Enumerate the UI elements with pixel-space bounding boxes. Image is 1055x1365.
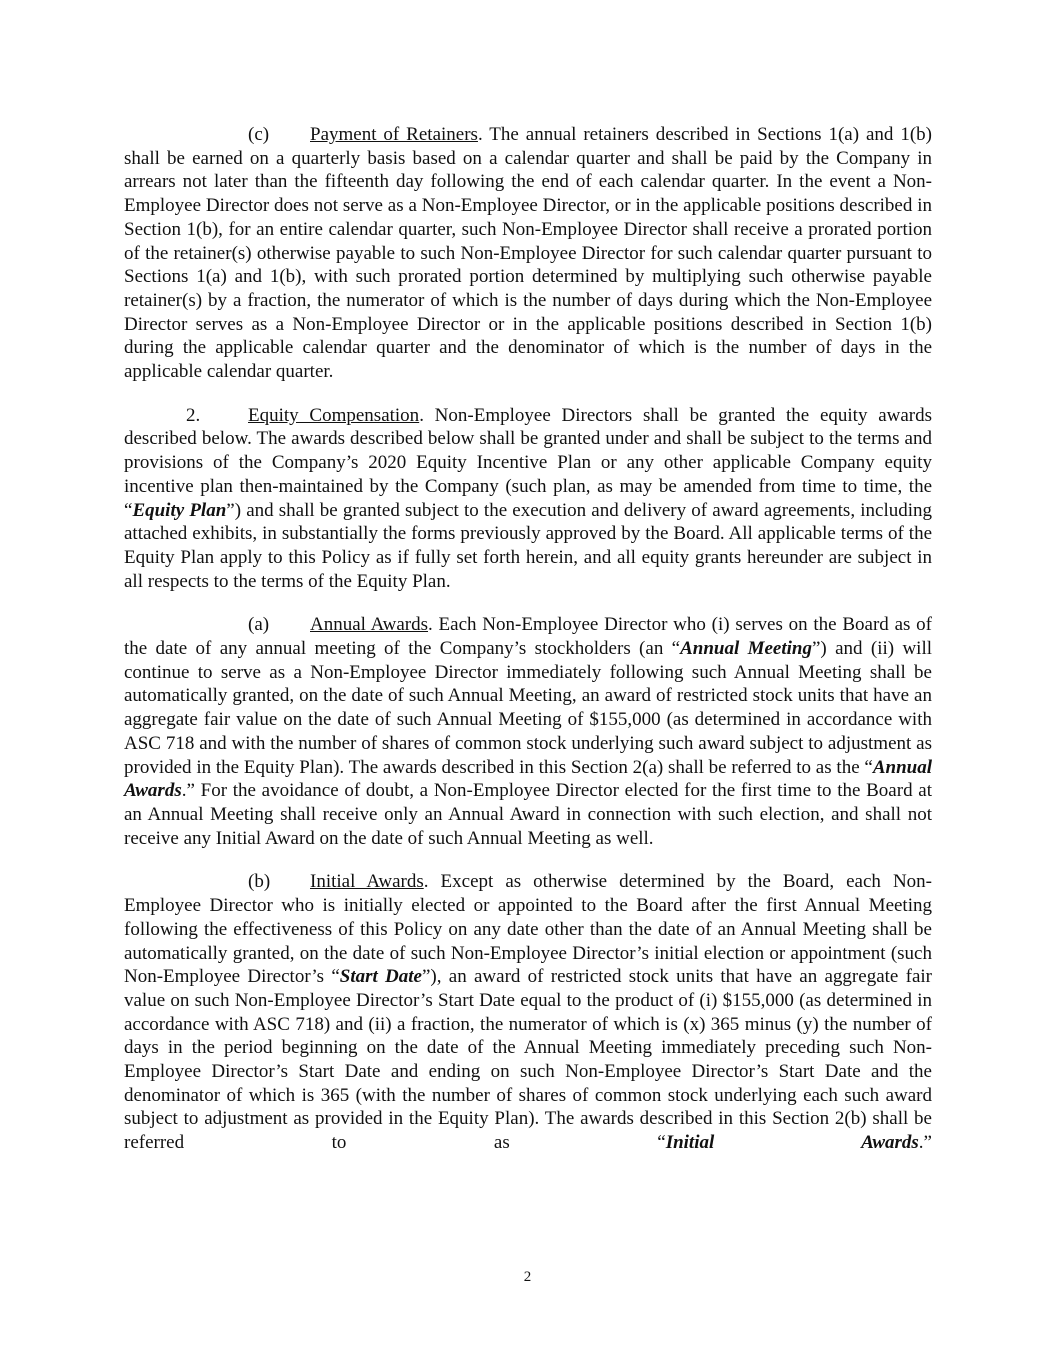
paragraph-text: .” bbox=[918, 1132, 932, 1154]
paragraph-text: .” For the avoidance of doubt, a Non-Employee Director elected for the first time to the Board at an Annual Meeting shall receive only an Annual Award in connection with such election, and shall not receive any Initial Award on the date of such Annual Meeting as well. bbox=[124, 780, 932, 849]
paragraph-text: . Non-Employee Directors shall be granted the equity awards described below. The awards described below shall be granted under and shall be subject to the terms and provisions of the Company’s 2020 Equity Incentive Plan or any other applicable Company equity incentive plan then-maintained by the Company (such plan, as may be amended from time to time, the “ bbox=[124, 404, 932, 521]
section-marker: (a) bbox=[248, 614, 270, 636]
section-marker: (b) bbox=[248, 871, 271, 893]
document-page bbox=[124, 123, 932, 1155]
paragraph-section-2 bbox=[124, 404, 932, 594]
defined-term: Equity Plan bbox=[132, 499, 227, 521]
section-heading: Equity Compensation bbox=[248, 404, 420, 426]
paragraph-text: . Except as otherwise determined by the Board, each Non-Employee Director who is initially elected or appointed to the Board after the first Annual Meeting following the effectiveness of this Policy on any date other than the date of an Annual Meeting shall be automatically granted, on the date of such Non-Employee Director’s initial election or appointment (such Non-Employee Director’s “ bbox=[124, 871, 932, 988]
page-number: 2 bbox=[523, 1269, 532, 1285]
section-heading: Annual Awards bbox=[310, 614, 429, 636]
paragraph-text: ”) and (ii) will continue to serve as a Non-Employee Director immediately following such Annual Meeting shall be automatically granted, on the date of such Annual Meeting, an award of restricted stock units that have an aggregate fair value on the date of such Annual Meeting of $155,000 (as determined in accordance with ASC 718 and with the number of shares of common stock underlying such award subject to adjustment as provided in the Equity Plan). The awards described in this Section 2(a) shall be referred to as the “ bbox=[124, 638, 933, 778]
paragraph-text: . Each Non-Employee Director who (i) serves on the Board as of the date of any annual meeting of the Company’s stockholders (an “ bbox=[124, 614, 932, 660]
paragraph-text: ”) and shall be granted subject to the execution and delivery of award agreements, including attached exhibits, in substantially the forms previously approved by the Board. All applicable terms of the Equity Plan apply to this Policy as if fully set forth herein, and all equity grants hereunder are subject in all respects to the terms of the Equity Plan. bbox=[124, 499, 933, 592]
section-heading: Initial Awards bbox=[310, 871, 424, 893]
paragraph-text: ”), an award of restricted stock units that have an aggregate fair value on such Non-Employee Director’s Start Date equal to the product of (i) $155,000 (as determined in accordance with ASC 718) and (ii) a fraction, the numerator of which is (x) 365 minus (y) the number of days in the period beginning on the date of the Annual Meeting immediately preceding such Non-Employee Director’s Start Date and ending on such Non-Employee Director’s Start Date and the denominator of which is 365 (with the number of shares of common stock underlying each such award subject to adjustment as provided in the Equity Plan). The awards described in this Section 2(b) shall be referred to as “ bbox=[124, 966, 932, 1154]
paragraph-section-2b bbox=[124, 870, 932, 1154]
paragraph-section-2a bbox=[124, 613, 932, 850]
paragraph-text: . The annual retainers described in Sections 1(a) and 1(b) shall be earned on a quarterly basis based on a calendar quarter and shall be paid by the Company in arrears not later than the fifteenth day following the end of each calendar quarter. In the event a Non-Employee Director does not serve as a Non-Employee Director, or in the applicable positions described in Section 1(b), for an entire calendar quarter, such Non-Employee Director shall receive a prorated portion of the retainer(s) otherwise payable to such Non-Employee Director for such calendar quarter pursuant to Sections 1(a) and 1(b), with such prorated portion determined by multiplying such otherwise payable retainer(s) by a fraction, the numerator of which is the number of days during which the Non-Employee Director serves as a Non-Employee Director or in the applicable positions described in Section 1(b) during the applicable calendar quarter and the denominator of which is the number of days in the applicable calendar quarter. bbox=[124, 124, 932, 383]
defined-term: Initial Awards bbox=[665, 1132, 919, 1154]
section-marker: (c) bbox=[248, 124, 270, 145]
paragraph-section-1c bbox=[124, 123, 932, 384]
defined-term: Annual Meeting bbox=[680, 638, 812, 660]
defined-term: Annual Awards bbox=[124, 756, 932, 802]
defined-term: Start Date bbox=[339, 966, 422, 988]
section-heading: Payment of Retainers bbox=[310, 124, 478, 145]
section-marker: 2. bbox=[186, 404, 201, 426]
